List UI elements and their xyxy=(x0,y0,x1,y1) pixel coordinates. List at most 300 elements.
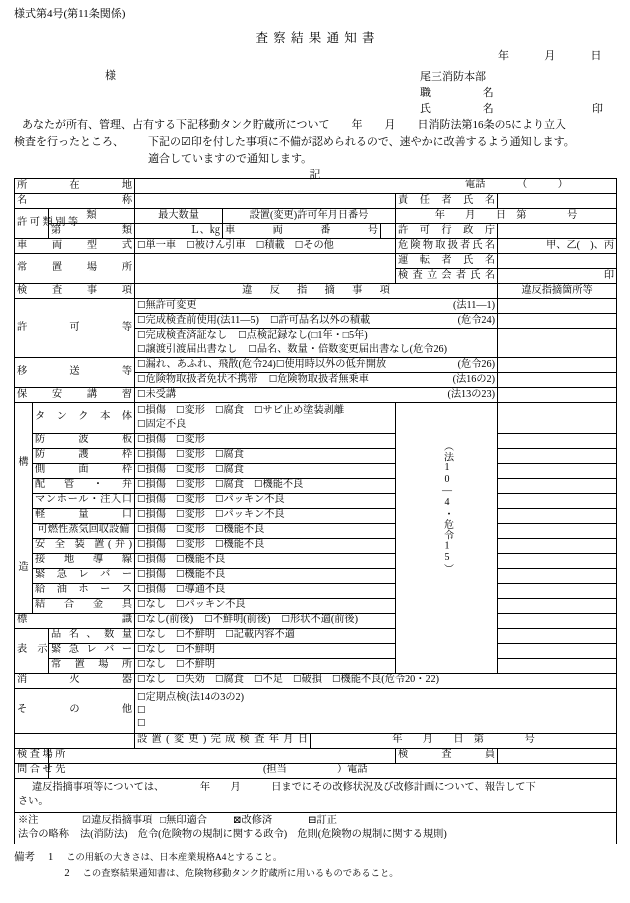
qty-unit[interactable]: Ｌ、㎏ xyxy=(135,224,223,239)
checkbox-s11-0[interactable]: ☐ xyxy=(137,584,146,596)
other-line-1[interactable] xyxy=(137,704,614,717)
struct-opt-2-1: 変形 xyxy=(184,449,205,461)
struct-opt-9-1: 機能不良 xyxy=(184,554,226,566)
location-d2[interactable] xyxy=(498,658,617,673)
legend-item-0 xyxy=(82,814,152,829)
checkbox-d0-2[interactable]: ☐ xyxy=(225,629,234,641)
location-label: 所 在 地 xyxy=(15,179,135,194)
location-s8[interactable] xyxy=(498,538,617,553)
checkbox-permit-1[interactable]: ☐ xyxy=(137,299,146,311)
location-s5[interactable] xyxy=(498,493,617,508)
display-opt-0-1: 不鮮明 xyxy=(184,629,216,641)
col-location-header: 違反指摘箇所等 xyxy=(498,284,617,299)
checkbox-d1-1[interactable]: ☐ xyxy=(176,644,185,656)
intro-line-1: あなたが所有、管理、占有する下記移動タンク貯蔵所について 年 月 日消防法第16条の5により立入 xyxy=(22,119,567,131)
name-value[interactable] xyxy=(135,194,396,209)
other-line-0[interactable] xyxy=(137,691,614,704)
row-permit-b xyxy=(15,224,617,239)
completion-label: 設置(変更)完成検査年月日 xyxy=(135,733,311,748)
violation-text-p2a: 完成検査前使用(法11―5) xyxy=(145,314,259,326)
permit-date-label: 設置(変更)許可年月日番号 xyxy=(223,209,396,224)
inspector-label: 検 査 員 xyxy=(396,748,498,763)
struct-opt-2-0: 損傷 xyxy=(145,449,166,461)
struct-options-2[interactable] xyxy=(135,448,396,463)
checkbox-sign-1[interactable]: ☐ xyxy=(204,614,213,626)
legend-item-1 xyxy=(160,814,207,829)
struct-opt-0-0: 損傷 xyxy=(145,405,166,416)
checkbox-s9-1[interactable]: ☐ xyxy=(176,554,185,566)
checkbox-s6-0[interactable]: ☐ xyxy=(137,509,146,521)
extinguisher-label: 消 火 器 xyxy=(15,673,135,688)
sign-options[interactable] xyxy=(135,613,396,628)
struct-options-1[interactable] xyxy=(135,433,396,448)
location-transport-1[interactable] xyxy=(498,358,617,373)
display-opt-2-1: 不鮮明 xyxy=(184,659,216,671)
struct-opt-5-1: 変形 xyxy=(184,494,205,506)
legend-text-2: 改修済 xyxy=(241,815,273,827)
checkbox-permit-4a[interactable]: ☐ xyxy=(137,343,146,355)
struct-name-8: 安 全 装 置(弁) xyxy=(33,538,135,553)
remarks-item-1 xyxy=(14,866,616,882)
display-opt-2-0: なし xyxy=(145,659,166,671)
location-permit-3[interactable] xyxy=(498,329,617,358)
struct-opt-5-2: パッキン不良 xyxy=(223,494,285,506)
location-s6[interactable] xyxy=(498,508,617,523)
remarks-text-1: この査察結果通知書は、危険物移動タンク貯蔵所に用いるものであること。 xyxy=(82,868,399,879)
checkbox-e-2[interactable]: ☐ xyxy=(215,674,224,686)
checkbox-sign-0[interactable]: ☐ xyxy=(137,614,146,626)
sign-opt-0: なし(前後) xyxy=(145,614,194,626)
vehicle-type-opt-1: 被けん引車 xyxy=(194,239,246,251)
intro-line-3: 適合していますので通知します。 xyxy=(148,153,313,165)
checkbox-s3-0[interactable]: ☐ xyxy=(137,464,146,476)
struct-options-0[interactable] xyxy=(135,403,396,434)
struct-options-8[interactable] xyxy=(135,538,396,553)
checkbox-s12-1[interactable]: ☐ xyxy=(176,599,185,611)
row-name xyxy=(15,194,617,209)
inspector-value[interactable] xyxy=(498,748,617,763)
struct-opt-10-0: 損傷 xyxy=(145,569,166,581)
row-display-0 xyxy=(15,628,617,643)
violation-permit-3[interactable] xyxy=(135,329,498,344)
form-number: 様式第4号(第11条関係) xyxy=(14,8,126,20)
struct-opt-12-1: パッキン不良 xyxy=(184,599,246,611)
extinguisher-options[interactable] xyxy=(135,673,617,688)
struct-options-7[interactable] xyxy=(135,523,396,538)
struct-opt-10-1: 機能不良 xyxy=(184,569,226,581)
remarks-num-0: 1 xyxy=(48,851,54,863)
location-permit-1[interactable] xyxy=(498,299,617,314)
struct-options-12[interactable] xyxy=(135,598,396,613)
row-struct-2 xyxy=(15,448,617,463)
struct-opt-0-1: 変形 xyxy=(184,405,205,416)
legend-item-3 xyxy=(308,814,337,829)
struct-label-top: 構 xyxy=(15,403,33,524)
row-struct-12 xyxy=(15,598,617,613)
checkbox-transport-2a[interactable]: ☐ xyxy=(137,373,146,385)
checkbox-s5-0[interactable]: ☐ xyxy=(137,494,146,506)
witness-value[interactable]: 印 xyxy=(498,269,617,284)
struct-options-6[interactable] xyxy=(135,508,396,523)
struct-name-10: 緊 急 レ バ ー xyxy=(33,568,135,583)
permit-agency-label: 許 可 行 政 庁 xyxy=(396,224,498,239)
vehicle-no-value[interactable] xyxy=(381,224,396,239)
struct-opt-6-1: 変形 xyxy=(184,509,205,521)
violation-permit-2[interactable] xyxy=(135,314,498,329)
law-ref-t1: (危令26) xyxy=(457,358,496,370)
responsible-value[interactable] xyxy=(498,194,617,209)
other-line-2[interactable] xyxy=(137,717,614,730)
checkbox-s2-0[interactable]: ☐ xyxy=(137,449,146,461)
handler-value[interactable]: 甲、乙( )、丙 xyxy=(498,239,617,254)
checkbox-d0-0[interactable]: ☐ xyxy=(137,629,146,641)
checkbox-permit-2a[interactable]: ☐ xyxy=(137,314,146,326)
checkbox-permit-3b[interactable]: ☐ xyxy=(238,329,247,341)
struct-opt-0-4: 固定不良 xyxy=(145,418,187,430)
row-display-2 xyxy=(15,658,617,673)
addressee-suffix: 様 xyxy=(105,70,116,82)
location-s7[interactable] xyxy=(498,523,617,538)
permit-agency-value[interactable] xyxy=(498,224,617,239)
issue-date-line: 年 月 日 xyxy=(498,50,602,62)
remarks-label: 備考 xyxy=(14,851,35,863)
checkbox-s0-1[interactable]: ☐ xyxy=(176,405,185,416)
violation-text-t2a: 危険物取扱者免状不携帯 xyxy=(145,373,258,385)
place-value[interactable] xyxy=(49,748,396,763)
permit-type-label: 許 可 類 別 等 xyxy=(15,209,49,239)
checkbox-s7-2[interactable]: ☐ xyxy=(215,524,224,536)
legend-text-3: 訂正 xyxy=(316,815,337,827)
place-label: 検 査 場 所 xyxy=(15,748,49,763)
checkbox-s8-1[interactable]: ☐ xyxy=(176,539,185,551)
checkbox-transport-2b[interactable]: ☐ xyxy=(268,373,278,385)
col-violation-header: 違 反 指 摘 事 項 xyxy=(135,284,498,299)
display-opt-0-0: なし xyxy=(145,629,166,641)
tel-paren: （ ） xyxy=(517,179,568,190)
other-label: そ の 他 xyxy=(15,688,135,733)
abbrev-label: 法令の略称 xyxy=(18,829,69,841)
vehicle-type-label: 車 両 型 式 xyxy=(15,239,135,254)
checkbox-e-0[interactable]: ☐ xyxy=(137,674,146,686)
page-title: 査察結果通知書 xyxy=(255,31,380,45)
location-permit-2[interactable] xyxy=(498,314,617,329)
struct-name-12: 結 合 金 具 xyxy=(33,598,135,613)
sign-label: 標 識 xyxy=(15,613,135,628)
violation-permit-1[interactable] xyxy=(135,299,498,314)
row-permit-a xyxy=(15,209,617,224)
checkbox-transport-1a[interactable]: ☐ xyxy=(137,358,146,370)
checkbox-s1-0[interactable]: ☐ xyxy=(137,434,146,446)
row-place-inspector xyxy=(15,748,617,763)
checkbox-s4-2[interactable]: ☐ xyxy=(215,479,224,491)
display-name-1: 緊 急 レ バ ー xyxy=(49,643,135,658)
checkbox-s0-0[interactable]: ☐ xyxy=(137,405,146,416)
driver-value[interactable] xyxy=(498,254,617,269)
checkbox-transport-1b[interactable]: ☐ xyxy=(275,358,285,370)
checkbox-s2-2[interactable]: ☐ xyxy=(215,449,224,461)
struct-opt-7-0: 損傷 xyxy=(145,524,166,536)
storage-place-value[interactable] xyxy=(135,254,396,284)
checkbox-d0-1[interactable]: ☐ xyxy=(176,629,185,641)
display-name-0: 品 名 、 数 量 xyxy=(49,628,135,643)
checkbox-e-5[interactable]: ☐ xyxy=(332,674,341,686)
other-options[interactable] xyxy=(135,688,617,733)
violation-transport-2[interactable] xyxy=(135,373,498,388)
struct-opt-11-1: 導通不良 xyxy=(184,584,226,596)
struct-name-11: 給 油 ホ ー ス xyxy=(33,583,135,598)
checkbox-d2-1[interactable]: ☐ xyxy=(176,659,185,671)
location-s4[interactable] xyxy=(498,478,617,493)
checkbox-s11-1[interactable]: ☐ xyxy=(176,584,185,596)
checkbox-s4-3[interactable]: ☐ xyxy=(254,479,263,491)
legend-cell xyxy=(15,813,617,844)
checkbox-s10-1[interactable]: ☐ xyxy=(176,569,185,581)
abbrev-text: 法(消防法) 危令(危険物の規制に関する政令) 危則(危険物の規制に関する規則) xyxy=(80,829,447,841)
violation-text-tr: 未受講 xyxy=(145,388,177,400)
remarks-text-0: この用紙の大きさは、日本産業規格A4とすること。 xyxy=(66,852,283,863)
legend-item-2 xyxy=(233,814,272,829)
violation-text-p2b: 許可品名以外の積載 xyxy=(278,314,371,326)
row-vehicle-type xyxy=(15,239,617,254)
checkbox-s0-3[interactable]: ☐ xyxy=(254,405,263,416)
intro-line-2-left: 検査を行ったところ、 xyxy=(14,136,124,148)
vehicle-type-opt-0: 単一車 xyxy=(145,239,177,251)
section-label-permit: 許 可 等 xyxy=(15,299,135,358)
row-struct-3 xyxy=(15,463,617,478)
checkbox-s3-2[interactable]: ☐ xyxy=(215,464,224,476)
abbrev-line xyxy=(18,828,613,843)
contact-label: 問 合 せ 先 xyxy=(15,763,49,778)
struct-options-9[interactable] xyxy=(135,553,396,568)
permit-date-value[interactable]: 年 月 日 第 号 xyxy=(396,209,617,224)
ext-opt-5: 機能不良(危令20・22) xyxy=(340,674,440,686)
row-struct-8 xyxy=(15,538,617,553)
checkbox-s6-1[interactable]: ☐ xyxy=(176,509,185,521)
violation-text-t1a: 漏れ、あふれ、飛散(危令24) xyxy=(145,358,276,370)
checkbox-d1-0[interactable]: ☐ xyxy=(137,644,146,656)
struct-opt-11-0: 損傷 xyxy=(145,584,166,596)
row-contact xyxy=(15,763,617,778)
checkbox-s1-1[interactable]: ☐ xyxy=(176,434,185,446)
checkbox-s8-2[interactable]: ☐ xyxy=(215,539,224,551)
checkbox-training[interactable]: ☐ xyxy=(137,388,146,400)
checkbox-s10-0[interactable]: ☐ xyxy=(137,569,146,581)
contact-tel: ）電話 xyxy=(337,763,368,775)
legend-line xyxy=(18,814,613,828)
struct-opt-4-2: 腐食 xyxy=(223,479,244,491)
checkbox-tanksha-2[interactable]: ☐ xyxy=(186,239,195,251)
legend-label: ※注 xyxy=(18,815,39,827)
row-inspection-header xyxy=(15,284,617,299)
form-header xyxy=(0,0,630,118)
checkbox-s7-0[interactable]: ☐ xyxy=(137,524,146,536)
vehicle-no-label: 車 両 番 号 xyxy=(223,224,381,239)
location-s2[interactable] xyxy=(498,448,617,463)
class-value[interactable]: 第 類 xyxy=(49,224,135,239)
checkbox-permit-3a[interactable]: ☐ xyxy=(137,329,146,341)
struct-opt-12-0: なし xyxy=(145,599,166,611)
location-transport-2[interactable] xyxy=(498,373,617,388)
row-struct-9 xyxy=(15,553,617,568)
checkbox-permit-4b[interactable]: ☐ xyxy=(248,343,257,355)
violation-transport-1[interactable] xyxy=(135,358,498,373)
checkbox-s3-1[interactable]: ☐ xyxy=(176,464,185,476)
report-cell xyxy=(15,778,617,813)
row-display-1 xyxy=(15,643,617,658)
class-label: 類 xyxy=(49,209,135,224)
ki-marker: 記 xyxy=(309,169,321,181)
checkbox-s12-0[interactable]: ☐ xyxy=(137,599,146,611)
witness-label: 検査立会者氏名 xyxy=(396,269,498,284)
struct-opt-0-3: サビ止め塗装剥離 xyxy=(262,405,345,416)
location-value[interactable] xyxy=(135,179,617,194)
violation-text-t2b: 危険物取扱者無乗車 xyxy=(277,373,369,385)
checkbox-s8-0[interactable]: ☐ xyxy=(137,539,146,551)
struct-opt-3-2: 腐食 xyxy=(223,464,244,476)
struct-name-7: 可燃性蒸気回収設備 xyxy=(33,523,135,538)
location-s9[interactable] xyxy=(498,553,617,568)
checkbox-s6-2[interactable]: ☐ xyxy=(215,509,224,521)
row-other xyxy=(15,688,617,733)
issuer-org: 尾三消防本部 xyxy=(420,71,486,83)
location-d0[interactable] xyxy=(498,628,617,643)
issuer-name-label: 氏 名 xyxy=(420,102,504,115)
completion-value[interactable]: 年 月 日 第 号 xyxy=(311,733,617,748)
struct-opt-6-0: 損傷 xyxy=(145,509,166,521)
checkbox-tanksha-3[interactable]: ☐ xyxy=(255,239,265,251)
checkbox-e-1[interactable]: ☐ xyxy=(176,674,185,686)
location-s11[interactable] xyxy=(498,583,617,598)
struct-name-0: タンク本体 xyxy=(33,403,135,434)
checkbox-o-0[interactable]: ☐ xyxy=(137,691,146,703)
violation-text-p1: 無許可変更 xyxy=(145,299,197,311)
checkbox-permit-2b[interactable]: ☐ xyxy=(270,314,279,326)
checkbox-tanksha-4[interactable]: ☐ xyxy=(294,239,304,251)
tel-label: 電話 xyxy=(465,179,486,190)
row-extinguisher xyxy=(15,673,617,688)
location-sign[interactable] xyxy=(498,613,617,628)
law-ref-p1: (法11―1) xyxy=(452,299,496,311)
ext-opt-0: なし xyxy=(145,674,166,686)
checkbox-s0-2[interactable]: ☐ xyxy=(215,405,224,416)
display-opt-1-0: なし xyxy=(145,644,166,656)
empty-box-icon: □ xyxy=(160,815,167,827)
checkbox-s4-1[interactable]: ☐ xyxy=(176,479,185,491)
display-options-0[interactable] xyxy=(135,628,396,643)
handler-label: 危険物取扱者氏名 xyxy=(396,239,498,254)
struct-opt-6-2: パッキン不良 xyxy=(223,509,285,521)
violation-training[interactable] xyxy=(135,388,498,403)
row-sign xyxy=(15,613,617,628)
row-struct-0 xyxy=(15,403,617,434)
other-opt-0: 定期点検(法14の3の2) xyxy=(145,691,245,703)
struct-options-4[interactable] xyxy=(135,478,396,493)
checkbox-tanksha-1[interactable]: ☐ xyxy=(137,239,146,251)
row-permit-v1 xyxy=(15,299,617,314)
structure-law-cell xyxy=(396,403,498,614)
vehicle-type-options[interactable] xyxy=(135,239,396,254)
name-label: 名 称 xyxy=(15,194,135,209)
struct-name-3: 側 面 枠 xyxy=(33,463,135,478)
lined-box-icon: ⊟ xyxy=(308,815,317,827)
checkbox-s4-0[interactable]: ☐ xyxy=(137,479,146,491)
col-item-header: 検 査 事 項 xyxy=(15,284,135,299)
sign-opt-1: 不鮮明(前後) xyxy=(212,614,271,626)
struct-opt-3-1: 変形 xyxy=(184,464,205,476)
checkbox-d2-0[interactable]: ☐ xyxy=(137,659,146,671)
remarks-item-0 xyxy=(14,850,616,866)
checkbox-s5-2[interactable]: ☐ xyxy=(215,494,224,506)
location-training[interactable] xyxy=(498,388,617,403)
storage-place-label: 常 置 場 所 xyxy=(15,254,135,284)
checkbox-s2-1[interactable]: ☐ xyxy=(176,449,185,461)
report-line-2: さい。 xyxy=(18,796,49,808)
struct-name-5: マンホール・注入口 xyxy=(33,493,135,508)
checkbox-s7-1[interactable]: ☐ xyxy=(176,524,185,536)
struct-options-10[interactable] xyxy=(135,568,396,583)
row-struct-7 xyxy=(15,523,617,538)
checkbox-e-4[interactable]: ☐ xyxy=(293,674,302,686)
location-s10[interactable] xyxy=(498,568,617,583)
remarks-num-1: 2 xyxy=(64,867,70,879)
row-struct-10 xyxy=(15,568,617,583)
law-ref-t2: (法16の2) xyxy=(452,373,496,385)
checkbox-sign-2[interactable]: ☐ xyxy=(281,614,291,626)
location-s0[interactable] xyxy=(498,403,617,434)
struct-opt-3-0: 損傷 xyxy=(145,464,166,476)
location-s3[interactable] xyxy=(498,463,617,478)
intro-line-2-right: 下記の☑印を付した事項に不備が認められるので、速やかに改善するよう通知します。 xyxy=(148,136,575,148)
row-struct-6 xyxy=(15,508,617,523)
struct-opt-9-0: 損傷 xyxy=(145,554,166,566)
struct-options-3[interactable] xyxy=(135,463,396,478)
checkbox-s0-4[interactable]: ☐ xyxy=(137,418,146,430)
display-name-2: 常 置 場 所 xyxy=(49,658,135,673)
ext-opt-2: 腐食 xyxy=(223,674,244,686)
violation-text-p4a: 譲渡引渡届出書なし xyxy=(145,343,238,355)
location-s1[interactable] xyxy=(498,433,617,448)
violation-permit-4[interactable] xyxy=(135,343,498,358)
display-options-2[interactable] xyxy=(135,658,396,673)
checked-box-icon: ☑ xyxy=(82,815,92,827)
vehicle-type-opt-3: その他 xyxy=(303,239,334,251)
struct-options-5[interactable] xyxy=(135,493,396,508)
checkbox-o-2[interactable]: ☐ xyxy=(137,718,146,730)
struct-name-2: 防 護 枠 xyxy=(33,448,135,463)
struct-name-1: 防 波 板 xyxy=(33,433,135,448)
seal-mark: 印 xyxy=(592,102,603,115)
checkbox-s5-1[interactable]: ☐ xyxy=(176,494,185,506)
checkbox-o-1[interactable]: ☐ xyxy=(137,704,146,716)
report-line-1: 違反指摘事項等については、 年 月 日までにその改修状況及び改修計画について、報告して下 xyxy=(32,781,536,793)
struct-name-4: 配 管 ・ 弁 xyxy=(33,478,135,493)
ext-opt-4: 破損 xyxy=(301,674,322,686)
location-s12[interactable] xyxy=(498,598,617,613)
checkbox-e-3[interactable]: ☐ xyxy=(254,674,263,686)
completion-spacer xyxy=(15,733,135,748)
row-struct-5 xyxy=(15,493,617,508)
sign-law-spacer xyxy=(396,613,498,673)
remarks-block xyxy=(14,850,616,882)
row-struct-4 xyxy=(15,478,617,493)
vehicle-type-opt-2: 積載 xyxy=(264,239,285,251)
contact-value[interactable] xyxy=(49,763,617,778)
struct-options-11[interactable] xyxy=(135,583,396,598)
contact-charge: (担当 xyxy=(263,763,287,775)
display-options-1[interactable] xyxy=(135,643,396,658)
location-d1[interactable] xyxy=(498,643,617,658)
checkbox-s9-0[interactable]: ☐ xyxy=(137,554,146,566)
